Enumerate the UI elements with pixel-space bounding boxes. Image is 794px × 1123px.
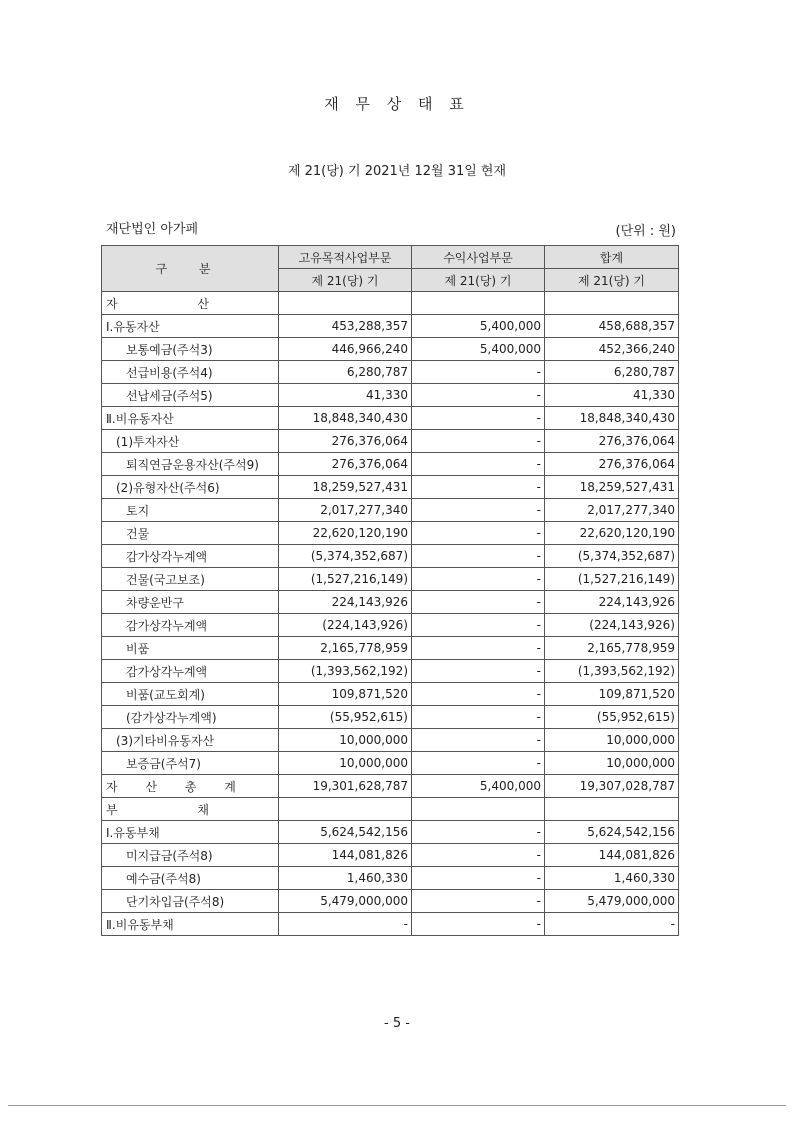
value-profit: - (412, 476, 545, 499)
value-profit: - (412, 683, 545, 706)
row-label: 건물 (102, 522, 279, 545)
value-nonprofit: 5,624,542,156 (279, 821, 412, 844)
row-label: 미지급금(주석8) (102, 844, 279, 867)
value-total: (55,952,615) (545, 706, 679, 729)
row-label: 자 산 (102, 292, 279, 315)
value-profit: - (412, 637, 545, 660)
value-nonprofit: 109,871,520 (279, 683, 412, 706)
value-nonprofit: (224,143,926) (279, 614, 412, 637)
row-label: 보통예금(주석3) (102, 338, 279, 361)
value-profit: - (412, 752, 545, 775)
value-profit: - (412, 729, 545, 752)
row-label: 차량운반구 (102, 591, 279, 614)
row-label: 비품 (102, 637, 279, 660)
value-profit: - (412, 890, 545, 913)
value-total: (1,527,216,149) (545, 568, 679, 591)
value-total: 2,017,277,340 (545, 499, 679, 522)
table-row (102, 729, 679, 752)
value-total: 6,280,787 (545, 361, 679, 384)
organization-name: 재단법인 아가페 (106, 222, 199, 237)
table-row (102, 407, 679, 430)
value-total: 10,000,000 (545, 752, 679, 775)
value-nonprofit: 22,620,120,190 (279, 522, 412, 545)
header-total: 합계 (545, 246, 679, 269)
row-label: (2)유형자산(주석6) (102, 476, 279, 499)
value-total: 2,165,778,959 (545, 637, 679, 660)
balance-sheet-table (101, 245, 679, 936)
header-period-nonprofit: 제 21(당) 기 (279, 269, 412, 292)
header-period-profit: 제 21(당) 기 (412, 269, 545, 292)
value-profit: - (412, 913, 545, 936)
row-label: 비품(교도회계) (102, 683, 279, 706)
row-label: 감가상각누계액 (102, 545, 279, 568)
value-total: 452,366,240 (545, 338, 679, 361)
value-profit: 5,400,000 (412, 315, 545, 338)
value-total: 458,688,357 (545, 315, 679, 338)
value-profit: - (412, 844, 545, 867)
value-total: 10,000,000 (545, 729, 679, 752)
row-label: 퇴직연금운용자산(주석9) (102, 453, 279, 476)
value-total (545, 798, 679, 821)
value-nonprofit: 5,479,000,000 (279, 890, 412, 913)
unit-label: (단위 : 원) (615, 224, 676, 239)
value-profit: 5,400,000 (412, 338, 545, 361)
value-nonprofit: 18,259,527,431 (279, 476, 412, 499)
table-row (102, 683, 679, 706)
value-total: 224,143,926 (545, 591, 679, 614)
header-category: 구 분 (102, 246, 279, 292)
value-profit: - (412, 706, 545, 729)
row-label: (3)기타비유동자산 (102, 729, 279, 752)
value-nonprofit: 276,376,064 (279, 453, 412, 476)
row-label: 부 채 (102, 798, 279, 821)
value-profit: - (412, 660, 545, 683)
value-total: 18,259,527,431 (545, 476, 679, 499)
row-label: 감가상각누계액 (102, 614, 279, 637)
value-total: 144,081,826 (545, 844, 679, 867)
header-profit: 수익사업부문 (412, 246, 545, 269)
row-label: 예수금(주석8) (102, 867, 279, 890)
table-row (102, 752, 679, 775)
value-total: 22,620,120,190 (545, 522, 679, 545)
table-row (102, 499, 679, 522)
row-label: 보증금(주석7) (102, 752, 279, 775)
table-row (102, 476, 679, 499)
value-nonprofit: 10,000,000 (279, 752, 412, 775)
value-profit: - (412, 591, 545, 614)
total-row (102, 775, 679, 798)
table-row (102, 844, 679, 867)
value-profit: - (412, 545, 545, 568)
value-profit: - (412, 453, 545, 476)
value-profit: - (412, 384, 545, 407)
value-total: 1,460,330 (545, 867, 679, 890)
document-title: 재 무 상 태 표 (324, 95, 470, 113)
table-row (102, 660, 679, 683)
table-row (102, 568, 679, 591)
row-label: Ⅰ.유동자산 (102, 315, 279, 338)
value-total: 276,376,064 (545, 430, 679, 453)
table-row (102, 913, 679, 936)
table-row (102, 821, 679, 844)
value-nonprofit: 1,460,330 (279, 867, 412, 890)
value-profit: - (412, 430, 545, 453)
table-row (102, 614, 679, 637)
value-total: 19,307,028,787 (545, 775, 679, 798)
table-row (102, 430, 679, 453)
value-nonprofit: 446,966,240 (279, 338, 412, 361)
value-total: 5,479,000,000 (545, 890, 679, 913)
value-total: 18,848,340,430 (545, 407, 679, 430)
value-total: (224,143,926) (545, 614, 679, 637)
value-nonprofit: (55,952,615) (279, 706, 412, 729)
table-row (102, 315, 679, 338)
row-label: 자 산 총 계 (102, 775, 279, 798)
value-total: 41,330 (545, 384, 679, 407)
table-row (102, 545, 679, 568)
table-row (102, 384, 679, 407)
table-row (102, 361, 679, 384)
value-nonprofit: 453,288,357 (279, 315, 412, 338)
header-nonprofit: 고유목적사업부문 (279, 246, 412, 269)
value-nonprofit: - (279, 913, 412, 936)
value-nonprofit: 10,000,000 (279, 729, 412, 752)
value-nonprofit: (1,527,216,149) (279, 568, 412, 591)
value-profit: 5,400,000 (412, 775, 545, 798)
row-label: (1)투자자산 (102, 430, 279, 453)
value-profit: - (412, 361, 545, 384)
value-total: 5,624,542,156 (545, 821, 679, 844)
value-nonprofit: 276,376,064 (279, 430, 412, 453)
value-profit: - (412, 568, 545, 591)
value-nonprofit: 2,165,778,959 (279, 637, 412, 660)
row-label: 감가상각누계액 (102, 660, 279, 683)
value-nonprofit: (1,393,562,192) (279, 660, 412, 683)
period-line: 제 21(당) 기 2021년 12월 31일 현재 (287, 164, 507, 179)
table-row (102, 706, 679, 729)
value-total (545, 292, 679, 315)
row-label: Ⅱ.비유동자산 (102, 407, 279, 430)
table-row (102, 522, 679, 545)
value-profit: - (412, 407, 545, 430)
value-profit: - (412, 522, 545, 545)
value-total: - (545, 913, 679, 936)
table-body (102, 292, 679, 936)
value-total: (1,393,562,192) (545, 660, 679, 683)
value-total: 276,376,064 (545, 453, 679, 476)
row-label: (감가상각누계액) (102, 706, 279, 729)
footer-divider (8, 1105, 786, 1106)
value-profit: - (412, 499, 545, 522)
row-label: Ⅰ.유동부채 (102, 821, 279, 844)
value-nonprofit: (5,374,352,687) (279, 545, 412, 568)
value-nonprofit: 2,017,277,340 (279, 499, 412, 522)
value-profit (412, 798, 545, 821)
table-row (102, 338, 679, 361)
row-label: 건물(국고보조) (102, 568, 279, 591)
row-label: 선납세금(주석5) (102, 384, 279, 407)
table-row (102, 867, 679, 890)
section-row (102, 798, 679, 821)
table-row (102, 453, 679, 476)
table-row (102, 637, 679, 660)
value-nonprofit: 224,143,926 (279, 591, 412, 614)
value-nonprofit: 144,081,826 (279, 844, 412, 867)
value-total: 109,871,520 (545, 683, 679, 706)
value-nonprofit: 19,301,628,787 (279, 775, 412, 798)
row-label: 선급비용(주석4) (102, 361, 279, 384)
row-label: 토지 (102, 499, 279, 522)
value-profit: - (412, 821, 545, 844)
row-label: Ⅱ.비유동부채 (102, 913, 279, 936)
value-profit: - (412, 614, 545, 637)
table-row (102, 591, 679, 614)
header-period-total: 제 21(당) 기 (545, 269, 679, 292)
value-nonprofit (279, 292, 412, 315)
table-row (102, 890, 679, 913)
row-label: 단기차입금(주석8) (102, 890, 279, 913)
value-nonprofit: 18,848,340,430 (279, 407, 412, 430)
value-profit: - (412, 867, 545, 890)
value-nonprofit (279, 798, 412, 821)
value-nonprofit: 41,330 (279, 384, 412, 407)
value-nonprofit: 6,280,787 (279, 361, 412, 384)
section-row (102, 292, 679, 315)
value-profit (412, 292, 545, 315)
value-total: (5,374,352,687) (545, 545, 679, 568)
page-number: - 5 - (384, 1016, 410, 1031)
